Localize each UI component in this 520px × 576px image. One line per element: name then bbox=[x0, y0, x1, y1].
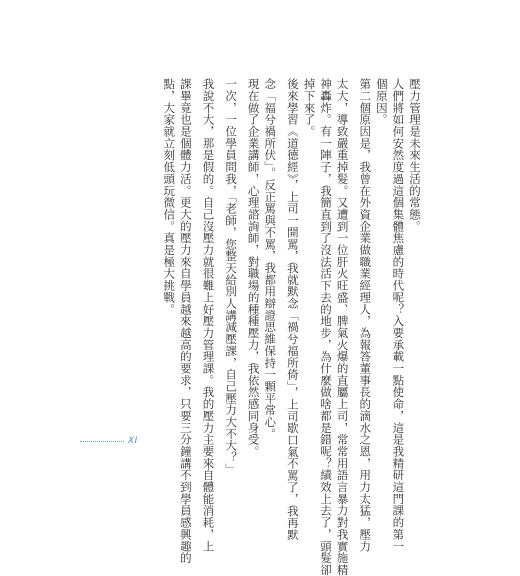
text-column: 念「福兮禍所伏」。反正罵與不罵，我都用辯證思維保持一顆平常心。 bbox=[263, 78, 278, 440]
text-column: 現在做了企業講師，心理諮詢師，對職場的種種壓力，我依然感同身受。 bbox=[246, 78, 261, 458]
text-column: 點，大家就立刻低頭玩微信。真是極大挑戰。 bbox=[162, 78, 177, 315]
text-column: 個原因。 bbox=[374, 78, 389, 126]
text-column: 人們將如何安然度過這個集體焦慮的時代呢？入要承載一點使命，這是我精研這門課的第一 bbox=[391, 78, 406, 552]
page-number: XI bbox=[128, 436, 138, 446]
text-column: 一次，一位學員問我，「老師，您整天給別人講減壓課，自己壓力大不大？」 bbox=[224, 78, 239, 476]
text-column: 後來學習《道德經》，上司一開罵，我就默念「禍兮福所倚」，上司歇口氣不罵了，我再默 bbox=[285, 78, 300, 541]
text-column: 神轟炸。有一陣子，我簡直到了沒法活下去的地步，為什麼做啥都是錯呢？績效上去了，頭髮卻 bbox=[319, 78, 334, 576]
text-column: 掉下來了。 bbox=[302, 78, 317, 138]
page-footer bbox=[80, 436, 138, 446]
text-column: 我說不大，那是假的。自己沒壓力就很難上好壓力管理課。我的壓力主要來自體能消耗，上 bbox=[201, 78, 216, 552]
text-column: 課畢竟也是個體力活。更大的壓力來自學員越來越高的要求，只要三分鐘講不到學員感興趣的 bbox=[178, 78, 193, 564]
footer-dotted-rule bbox=[80, 441, 124, 442]
text-column: 壓力管理是未來生活的常態。 bbox=[408, 78, 422, 233]
text-column: 太大，導致嚴重掉髮。又遭到一位肝火旺盛、脾氣火爆的直屬上司，常常用語言暴力對我實施精 bbox=[335, 78, 350, 576]
vertical-text-block bbox=[161, 78, 423, 576]
text-column: 第二個原因是，我曾在外資企業做職業經理人，為報答董事長的滴水之恩，用力太猛，壓力 bbox=[358, 78, 373, 552]
